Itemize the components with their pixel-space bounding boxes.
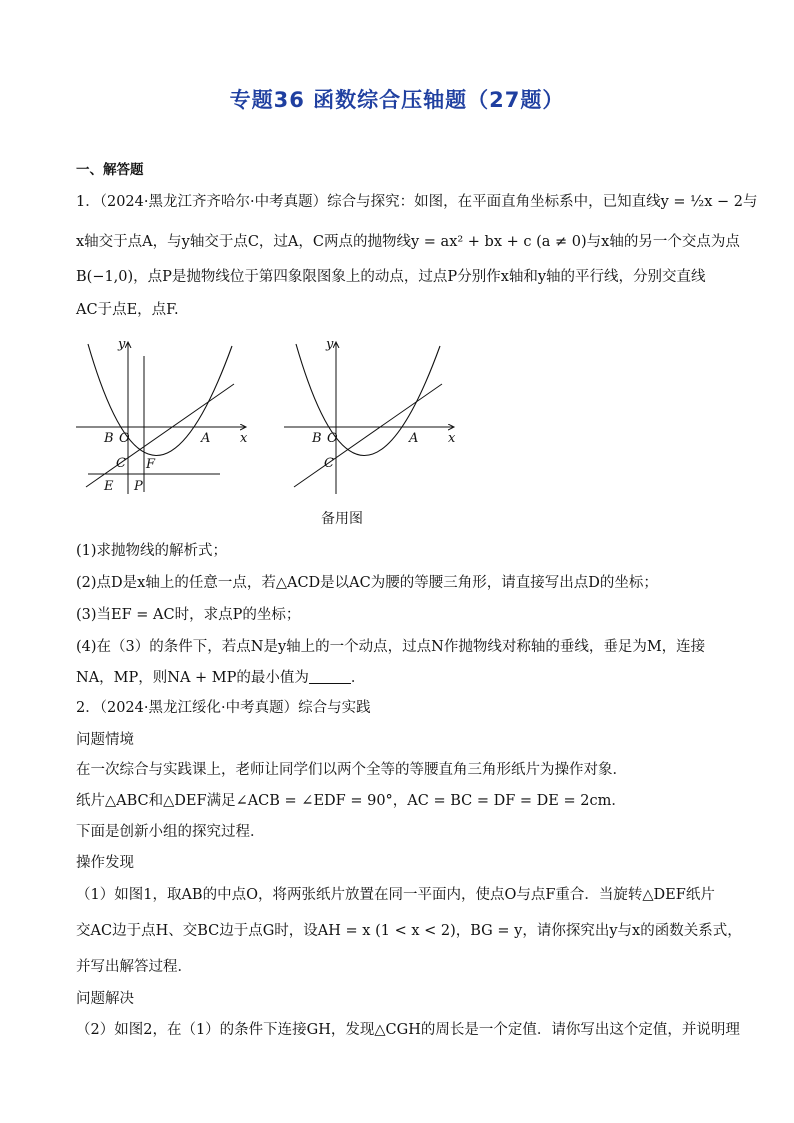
q1-line-1: 1．（2024·黑龙江齐齐哈尔·中考真题）综合与探究：如图，在平面直角坐标系中，已知直线y = ½x − 2与 — [76, 194, 758, 210]
q2-line-1: 2．（2024·黑龙江绥化·中考真题）综合与实践 — [76, 700, 371, 716]
q1-part-4-end: ． — [350, 670, 366, 686]
figure-caption: 备用图 — [321, 511, 363, 527]
label-e: E — [104, 479, 114, 494]
q1-part-4-line-2 — [76, 668, 365, 688]
q2-line-7: 并写出解答过程． — [76, 959, 192, 975]
label-c: C — [324, 456, 334, 471]
figure-main — [74, 334, 254, 504]
label-x: x — [240, 431, 248, 446]
label-o: O — [119, 431, 130, 446]
q2-line-8: （2）如图2，在（1）的条件下连接GH，发现△CGH的周长是一个定值．请你写出这个定值，并说明理 — [76, 1022, 740, 1038]
label-o: O — [327, 431, 338, 446]
q1-line-2: x轴交于点A，与y轴交于点C，过A，C两点的抛物线y = ax² + bx + c (a ≠ 0)与x轴的另一个交点为点 — [76, 234, 740, 250]
q2-line-6: 交AC边于点H、交BC边于点G时，设AH = x (1 < x < 2)，BG = y，请你探究出y与x的函数关系式， — [76, 923, 742, 939]
q1-line-3: B(−1,0)，点P是抛物线位于第四象限图象上的动点，过点P分别作x轴和y轴的平行线，分别交直线 — [76, 269, 706, 285]
answer-blank — [309, 669, 351, 684]
label-y: y — [118, 337, 126, 352]
q1-part-4-line-1: (4)在（3）的条件下，若点N是y轴上的一个动点，过点N作抛物线对称轴的垂线，垂足为M，连接 — [76, 639, 706, 655]
label-c: C — [116, 456, 126, 471]
label-a: A — [409, 431, 419, 446]
label-p: P — [134, 479, 143, 494]
label-x: x — [448, 431, 456, 446]
label-b: B — [104, 431, 114, 446]
q1-part-4-text: NA，MP，则NA + MP的最小值为 — [76, 670, 309, 686]
q2-heading-1: 问题情境 — [76, 732, 134, 748]
q2-line-2: 在一次综合与实践课上，老师让同学们以两个全等的等腰直角三角形纸片为操作对象． — [76, 762, 627, 778]
q2-line-4: 下面是创新小组的探究过程． — [76, 824, 265, 840]
section-heading: 一、解答题 — [76, 162, 144, 178]
q2-heading-2: 操作发现 — [76, 855, 134, 871]
q1-part-1: (1)求抛物线的解析式； — [76, 543, 228, 559]
q2-line-5: （1）如图1，取AB的中点O，将两张纸片放置在同一平面内，使点O与点F重合．当旋转△DEF纸片 — [76, 887, 715, 903]
label-f: F — [146, 457, 156, 472]
figure-backup — [282, 334, 462, 504]
q2-heading-3: 问题解决 — [76, 991, 134, 1007]
q1-part-2: (2)点D是x轴上的任意一点，若△ACD是以AC为腰的等腰三角形，请直接写出点D的坐标； — [76, 575, 658, 591]
label-b: B — [312, 431, 322, 446]
q1-line-4: AC于点E，点F. — [76, 302, 179, 318]
q1-part-3: (3)当EF = AC时，求点P的坐标； — [76, 607, 301, 623]
label-a: A — [201, 431, 211, 446]
q2-line-3: 纸片△ABC和△DEF满足∠ACB = ∠EDF = 90°，AC = BC = DF = DE = 2cm． — [76, 793, 626, 809]
label-y: y — [326, 337, 334, 352]
page-title: 专题36 函数综合压轴题（27题） — [229, 88, 565, 112]
